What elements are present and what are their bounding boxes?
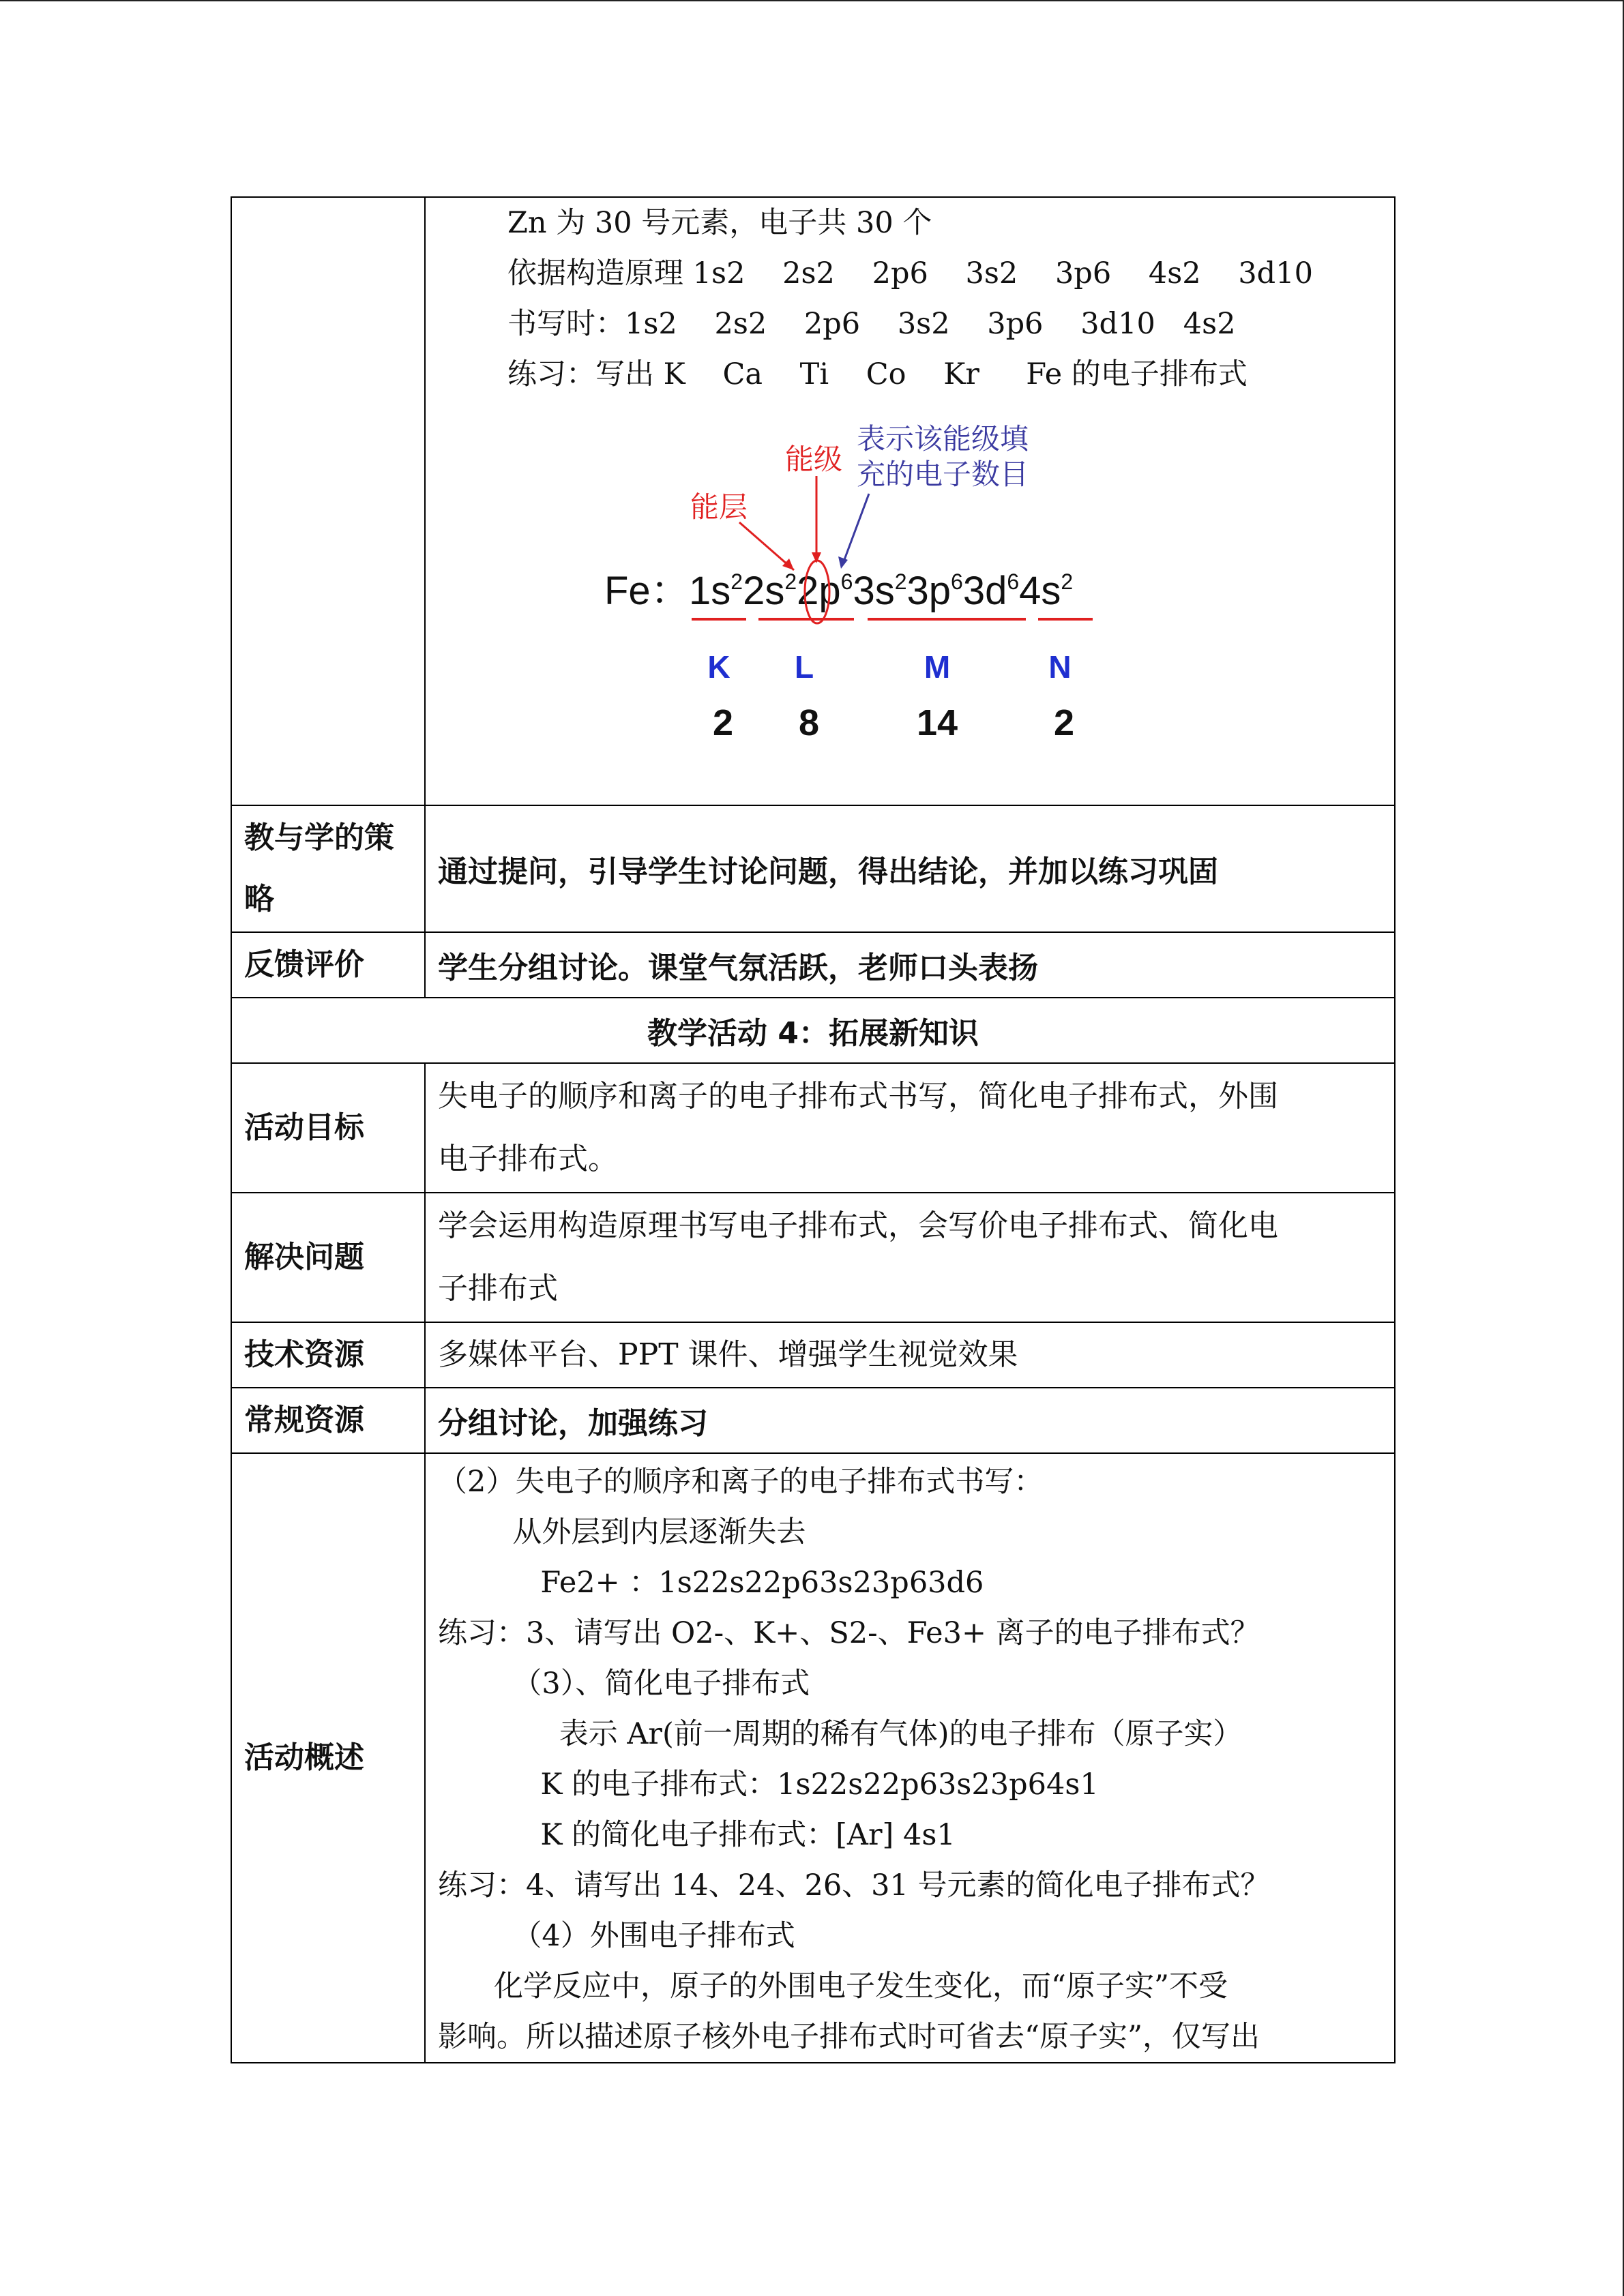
solve-row [231, 1193, 1395, 1322]
shell-arrow [739, 522, 794, 570]
solve-label: 解决问题 [231, 1193, 425, 1322]
overview-line: （3）、简化电子排布式 [438, 1667, 810, 1701]
overview-line: （2）失电子的顺序和离子的电子排布式书写： [438, 1465, 1044, 1499]
overview-line: 表示 Ar(前一周期的稀有气体)的电子排布（原子实） [438, 1717, 1243, 1751]
solve-text [425, 1193, 1395, 1322]
strategy-label [231, 805, 425, 932]
example-text-block [426, 198, 1382, 400]
goal-text [425, 1063, 1395, 1193]
goal-label: 活动目标 [231, 1063, 425, 1193]
example-line: 练习：写出 K Ca Ti Co Kr Fe 的电子排布式 [507, 357, 1247, 391]
shell-letter-l: L [794, 649, 814, 685]
overview-content [425, 1453, 1395, 2063]
shell-count-l: 8 [798, 702, 820, 743]
shell-count-n: 2 [1053, 702, 1075, 743]
regular-text: 分组讨论，加强练习 [425, 1388, 1395, 1453]
lesson-table [231, 196, 1396, 2063]
example-content-cell [425, 197, 1395, 805]
shell-label: 能层 [690, 491, 748, 523]
electron-configuration-figure [426, 400, 1382, 781]
overview-line: 影响。所以描述原子核外电子排布式时可省去“原子实”，仅写出 [438, 2020, 1260, 2054]
example-line: Zn 为 30 号元素，电子共 30 个 [507, 206, 932, 240]
solve-text-line1: 学会运用构造原理书写电子排布式，会写价电子排布式、简化电 [438, 1208, 1278, 1243]
tech-text: 多媒体平台、PPT 课件、增强学生视觉效果 [425, 1322, 1395, 1388]
regular-row [231, 1388, 1395, 1453]
fe-formula [604, 569, 1073, 613]
shell-count-m: 14 [916, 702, 958, 743]
section-row [231, 998, 1395, 1063]
goal-text-line2: 电子排布式。 [438, 1142, 618, 1176]
feedback-text: 学生分组讨论。课堂气氛活跃，老师口头表扬 [425, 932, 1395, 998]
tech-row [231, 1322, 1395, 1388]
example-line: 书写时：1s2 2s2 2p6 3s2 3p6 3d10 4s2 [507, 307, 1236, 341]
overview-line: 化学反应中，原子的外围电子发生变化，而“原子实”不受 [438, 1969, 1228, 2003]
shell-count-k: 2 [712, 702, 734, 743]
page-top-border [0, 0, 1624, 1]
goal-row [231, 1063, 1395, 1193]
overview-row [231, 1453, 1395, 2063]
overview-line: 练习：3、请写出 O2-、K+、S2-、Fe3+ 离子的电子排布式？ [438, 1616, 1260, 1650]
example-line: 依据构造原理 1s2 2s2 2p6 3s2 3p6 4s2 3d10 [507, 256, 1313, 290]
formula-body: $1s^22s^22p^63s^23p^63d^64s^2$ [689, 569, 1074, 613]
section-title: 教学活动 4：拓展新知识 [231, 998, 1395, 1063]
shell-letter-m: M [924, 649, 951, 685]
example-row [231, 197, 1395, 805]
example-label-cell [231, 197, 425, 805]
overview-label: 活动概述 [231, 1453, 425, 2063]
strategy-text: 通过提问，引导学生讨论问题，得出结论，并加以练习巩固 [425, 805, 1395, 932]
overview-line: （4）外围电子排布式 [438, 1919, 795, 1953]
tech-label: 技术资源 [231, 1322, 425, 1388]
shell-letter-k: K [707, 649, 730, 685]
count-label-line2: 充的电子数目 [857, 458, 1029, 490]
shell-letter-n: N [1048, 649, 1072, 685]
overview-line: Fe2+ ：1s22s22p63s23p63d6 [438, 1566, 984, 1600]
overview-line: 从外层到内层逐渐失去 [438, 1515, 806, 1549]
strategy-row [231, 805, 1395, 932]
feedback-label: 反馈评价 [231, 932, 425, 998]
overview-line: 练习：4、请写出 14、24、26、31 号元素的简化电子排布式？ [438, 1868, 1270, 1903]
feedback-row [231, 932, 1395, 998]
goal-text-line1: 失电子的顺序和离子的电子排布式书写，简化电子排布式，外围 [438, 1079, 1278, 1114]
regular-label: 常规资源 [231, 1388, 425, 1453]
count-label-line1: 表示该能级填 [857, 423, 1029, 455]
count-arrow [838, 494, 869, 569]
strategy-label-line1: 教与学的策 [244, 820, 394, 855]
subshell-arrow [812, 476, 821, 563]
subshell-label: 能级 [785, 443, 843, 475]
solve-text-line2: 子排布式 [438, 1271, 558, 1306]
formula-prefix: Fe： [604, 569, 690, 613]
strategy-label-line2: 略 [244, 882, 274, 916]
overview-line: K 的电子排布式：1s22s22p63s23p64s1 [438, 1768, 1099, 1802]
overview-line: K 的简化电子排布式：[Ar] 4s1 [438, 1818, 956, 1852]
